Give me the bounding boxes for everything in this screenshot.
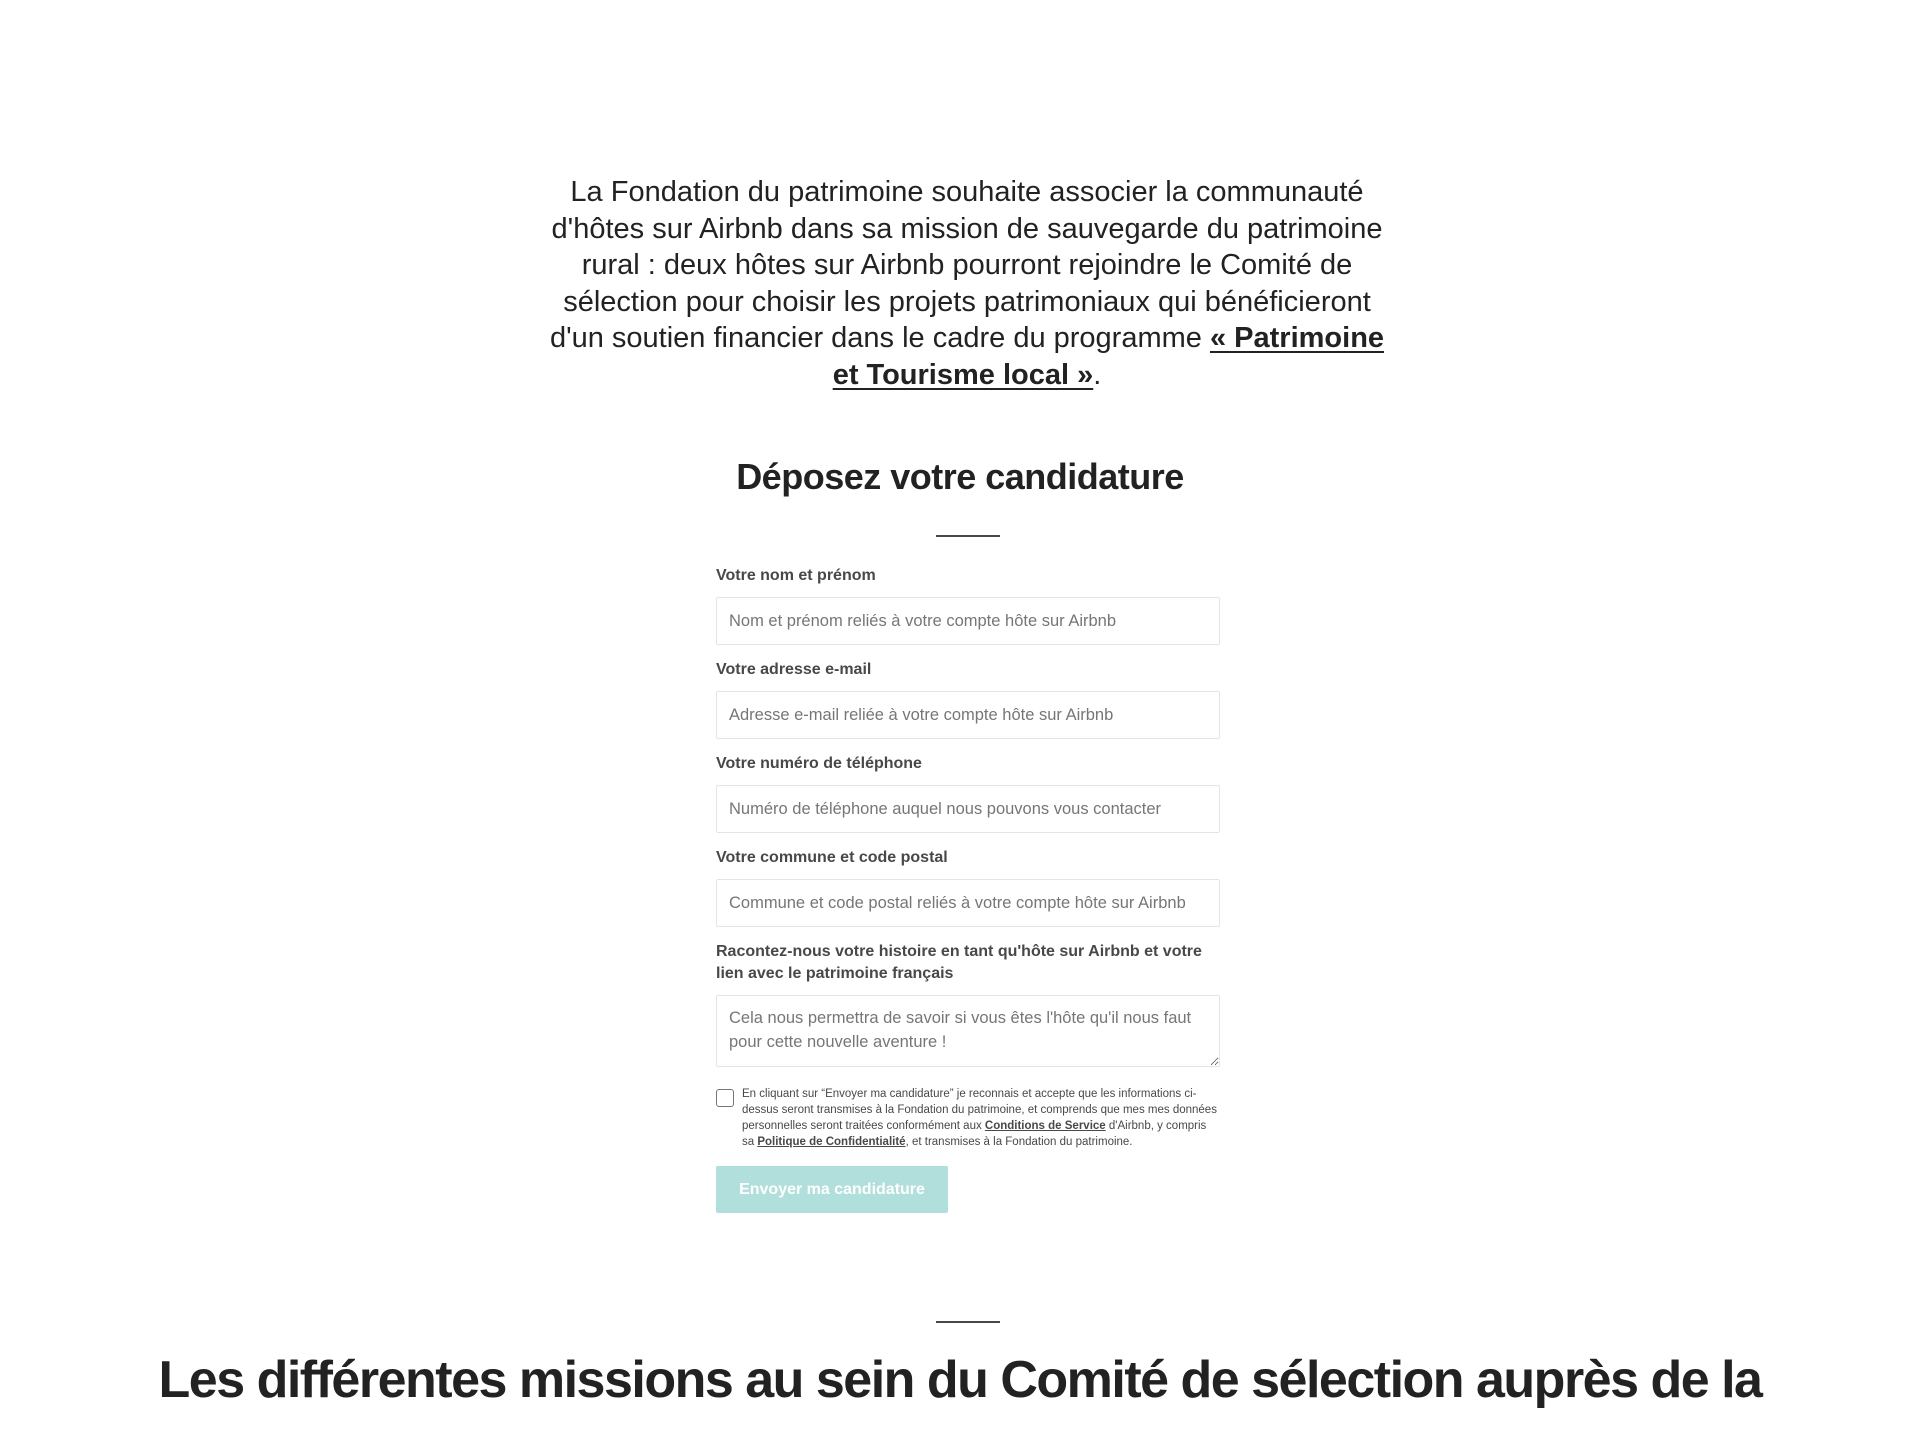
consent-text-part-1: En cliquant sur “Envoyer ma candidature” je reconnais et accepte que les informations ci-dessus seront transmises à la Fondation du patrimoine, et comprends que mes mes données personnelles seront traitées conformément aux — [742, 1088, 1217, 1132]
intro-suffix: . — [1093, 358, 1102, 391]
story-textarea[interactable] — [716, 995, 1220, 1067]
phone-input[interactable] — [716, 785, 1220, 833]
city-label: Votre commune et code postal — [716, 849, 948, 866]
story-label: Racontez-nous votre histoire en tant qu'hôte sur Airbnb et votre lien avec le patrimoine français — [716, 943, 1202, 982]
section-divider — [936, 535, 1000, 537]
city-field-group — [716, 847, 1220, 927]
email-input[interactable] — [716, 691, 1220, 739]
section-divider — [936, 1321, 1000, 1323]
application-form — [716, 565, 1220, 1213]
name-label: Votre nom et prénom — [716, 567, 876, 584]
consent-checkbox[interactable] — [716, 1089, 734, 1107]
consent-text-part-3: , et transmises à la Fondation du patrimoine. — [905, 1136, 1133, 1148]
privacy-policy-link[interactable]: Politique de Confidentialité — [757, 1136, 906, 1148]
terms-of-service-link[interactable]: Conditions de Service — [984, 1120, 1106, 1132]
name-input[interactable] — [716, 597, 1220, 645]
form-title: Déposez votre candidature — [736, 456, 1184, 497]
submit-application-button[interactable]: Envoyer ma candidature — [716, 1166, 948, 1213]
consent-text — [742, 1086, 1220, 1150]
story-field-group — [716, 941, 1220, 1072]
patrimoine-tourisme-link[interactable]: « Patrimoine et Tourisme local » — [832, 322, 1385, 391]
name-field-group — [716, 565, 1220, 645]
phone-label: Votre numéro de téléphone — [716, 755, 922, 772]
consent-row — [716, 1086, 1220, 1150]
missions-heading: Les différentes missions au sein du Comité de sélection auprès de la — [158, 1351, 1762, 1409]
email-label: Votre adresse e-mail — [716, 661, 872, 678]
intro-paragraph — [540, 174, 1394, 393]
intro-text: La Fondation du patrimoine souhaite associer la communauté d'hôtes sur Airbnb dans sa mission de sauvegarde du patrimoine rural : deux hôtes sur Airbnb pourront rejoindre le Comité de sélection pour choisir les projets patrimoniaux qui bénéficieront d'un soutien financier dans le cadre du programme — [549, 176, 1383, 354]
phone-field-group — [716, 753, 1220, 833]
email-field-group — [716, 659, 1220, 739]
consent-text-part-2: d'Airbnb, y compris sa — [742, 1120, 1207, 1148]
city-postal-input[interactable] — [716, 879, 1220, 927]
